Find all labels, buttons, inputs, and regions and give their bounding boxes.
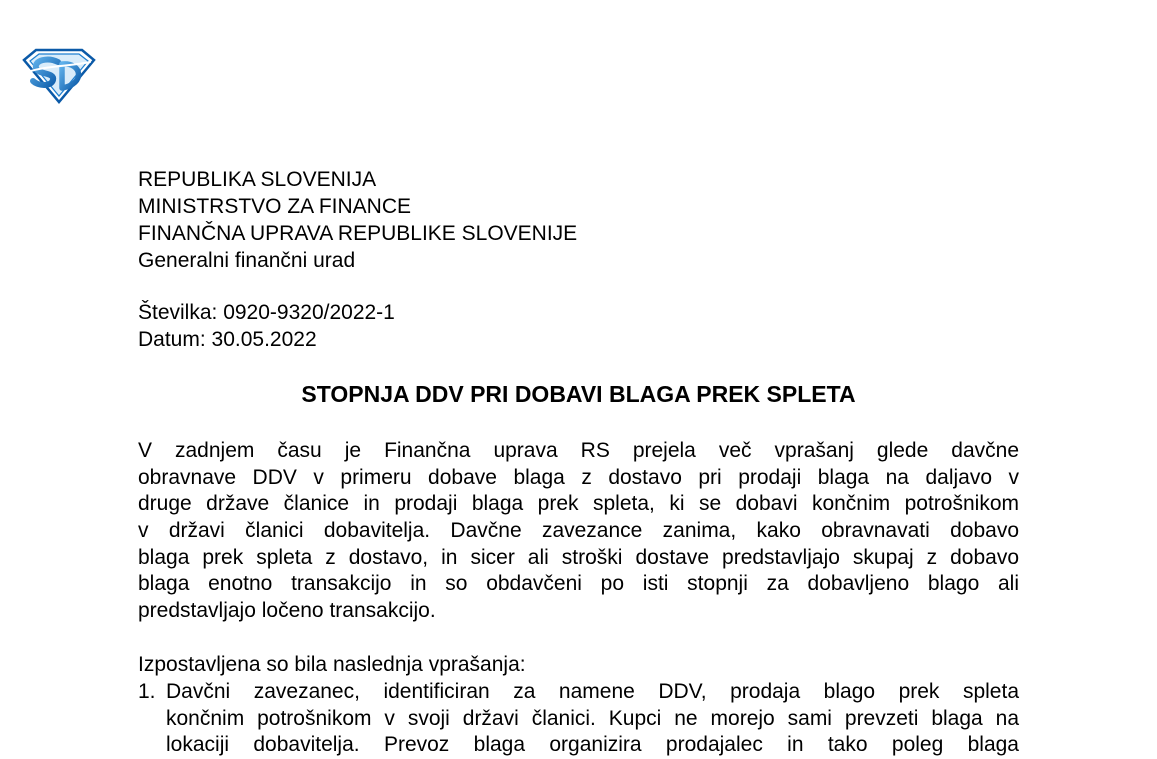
paragraph-line: blaga prek spleta z dostavo, in sicer ali stroški dostave predstavljajo skupaj z dobavo xyxy=(138,545,1019,569)
header-office: Generalni finančni urad xyxy=(138,249,356,272)
paragraph-line: obravnave DDV v primeru dobave blaga z dostavo pri prodaji blaga na daljavo v xyxy=(138,465,1019,489)
list-item-line: končnim potrošnikom v svoji državi članici. Kupci ne morejo sami prevzeti blaga na xyxy=(166,706,1019,730)
header-ministry: MINISTRSTVO ZA FINANCE xyxy=(138,195,412,218)
paragraph-line: druge države članice in prodaji blaga prek spleta, ki se dobavi končnim potrošnikom xyxy=(138,492,1019,516)
authority-header xyxy=(138,166,577,274)
header-republic: REPUBLIKA SLOVENIJA xyxy=(138,168,377,191)
list-item-number: 1. xyxy=(138,680,156,703)
document-number: Številka: 0920-9320/2022-1 xyxy=(138,301,395,324)
paragraph-line: v državi članici dobavitelja. Davčne zavezance zanima, kako obravnavati dobavo xyxy=(138,519,1019,543)
document-title: STOPNJA DDV PRI DOBAVI BLAGA PREK SPLETA xyxy=(301,381,856,407)
document-date: Datum: 30.05.2022 xyxy=(138,328,317,351)
header-administration: FINANČNA UPRAVA REPUBLIKE SLOVENIJE xyxy=(138,222,578,245)
paragraph-line: blaga enotno transakcijo in so obdavčeni po isti stopnji za dobavljeno blago ali xyxy=(138,572,1019,596)
list-item-line: lokaciji dobavitelja. Prevoz blaga organizira prodajalec in tako poleg blaga xyxy=(166,733,1019,757)
paragraph-line: predstavljajo ločeno transakcijo. xyxy=(138,599,436,623)
paragraph-line: V zadnjem času je Finančna uprava RS prejela več vprašanj glede davčne xyxy=(138,439,1019,462)
list-item-line: Davčni zavezanec, identificiran za namene DDV, prodaja blago prek spleta xyxy=(166,680,1019,703)
list-item-body xyxy=(166,679,1019,759)
document-meta xyxy=(138,299,395,353)
questions-intro: Izpostavljena so bila naslednja vprašanja: xyxy=(138,653,526,676)
fu-logo xyxy=(22,48,96,104)
intro-paragraph xyxy=(138,438,1019,625)
